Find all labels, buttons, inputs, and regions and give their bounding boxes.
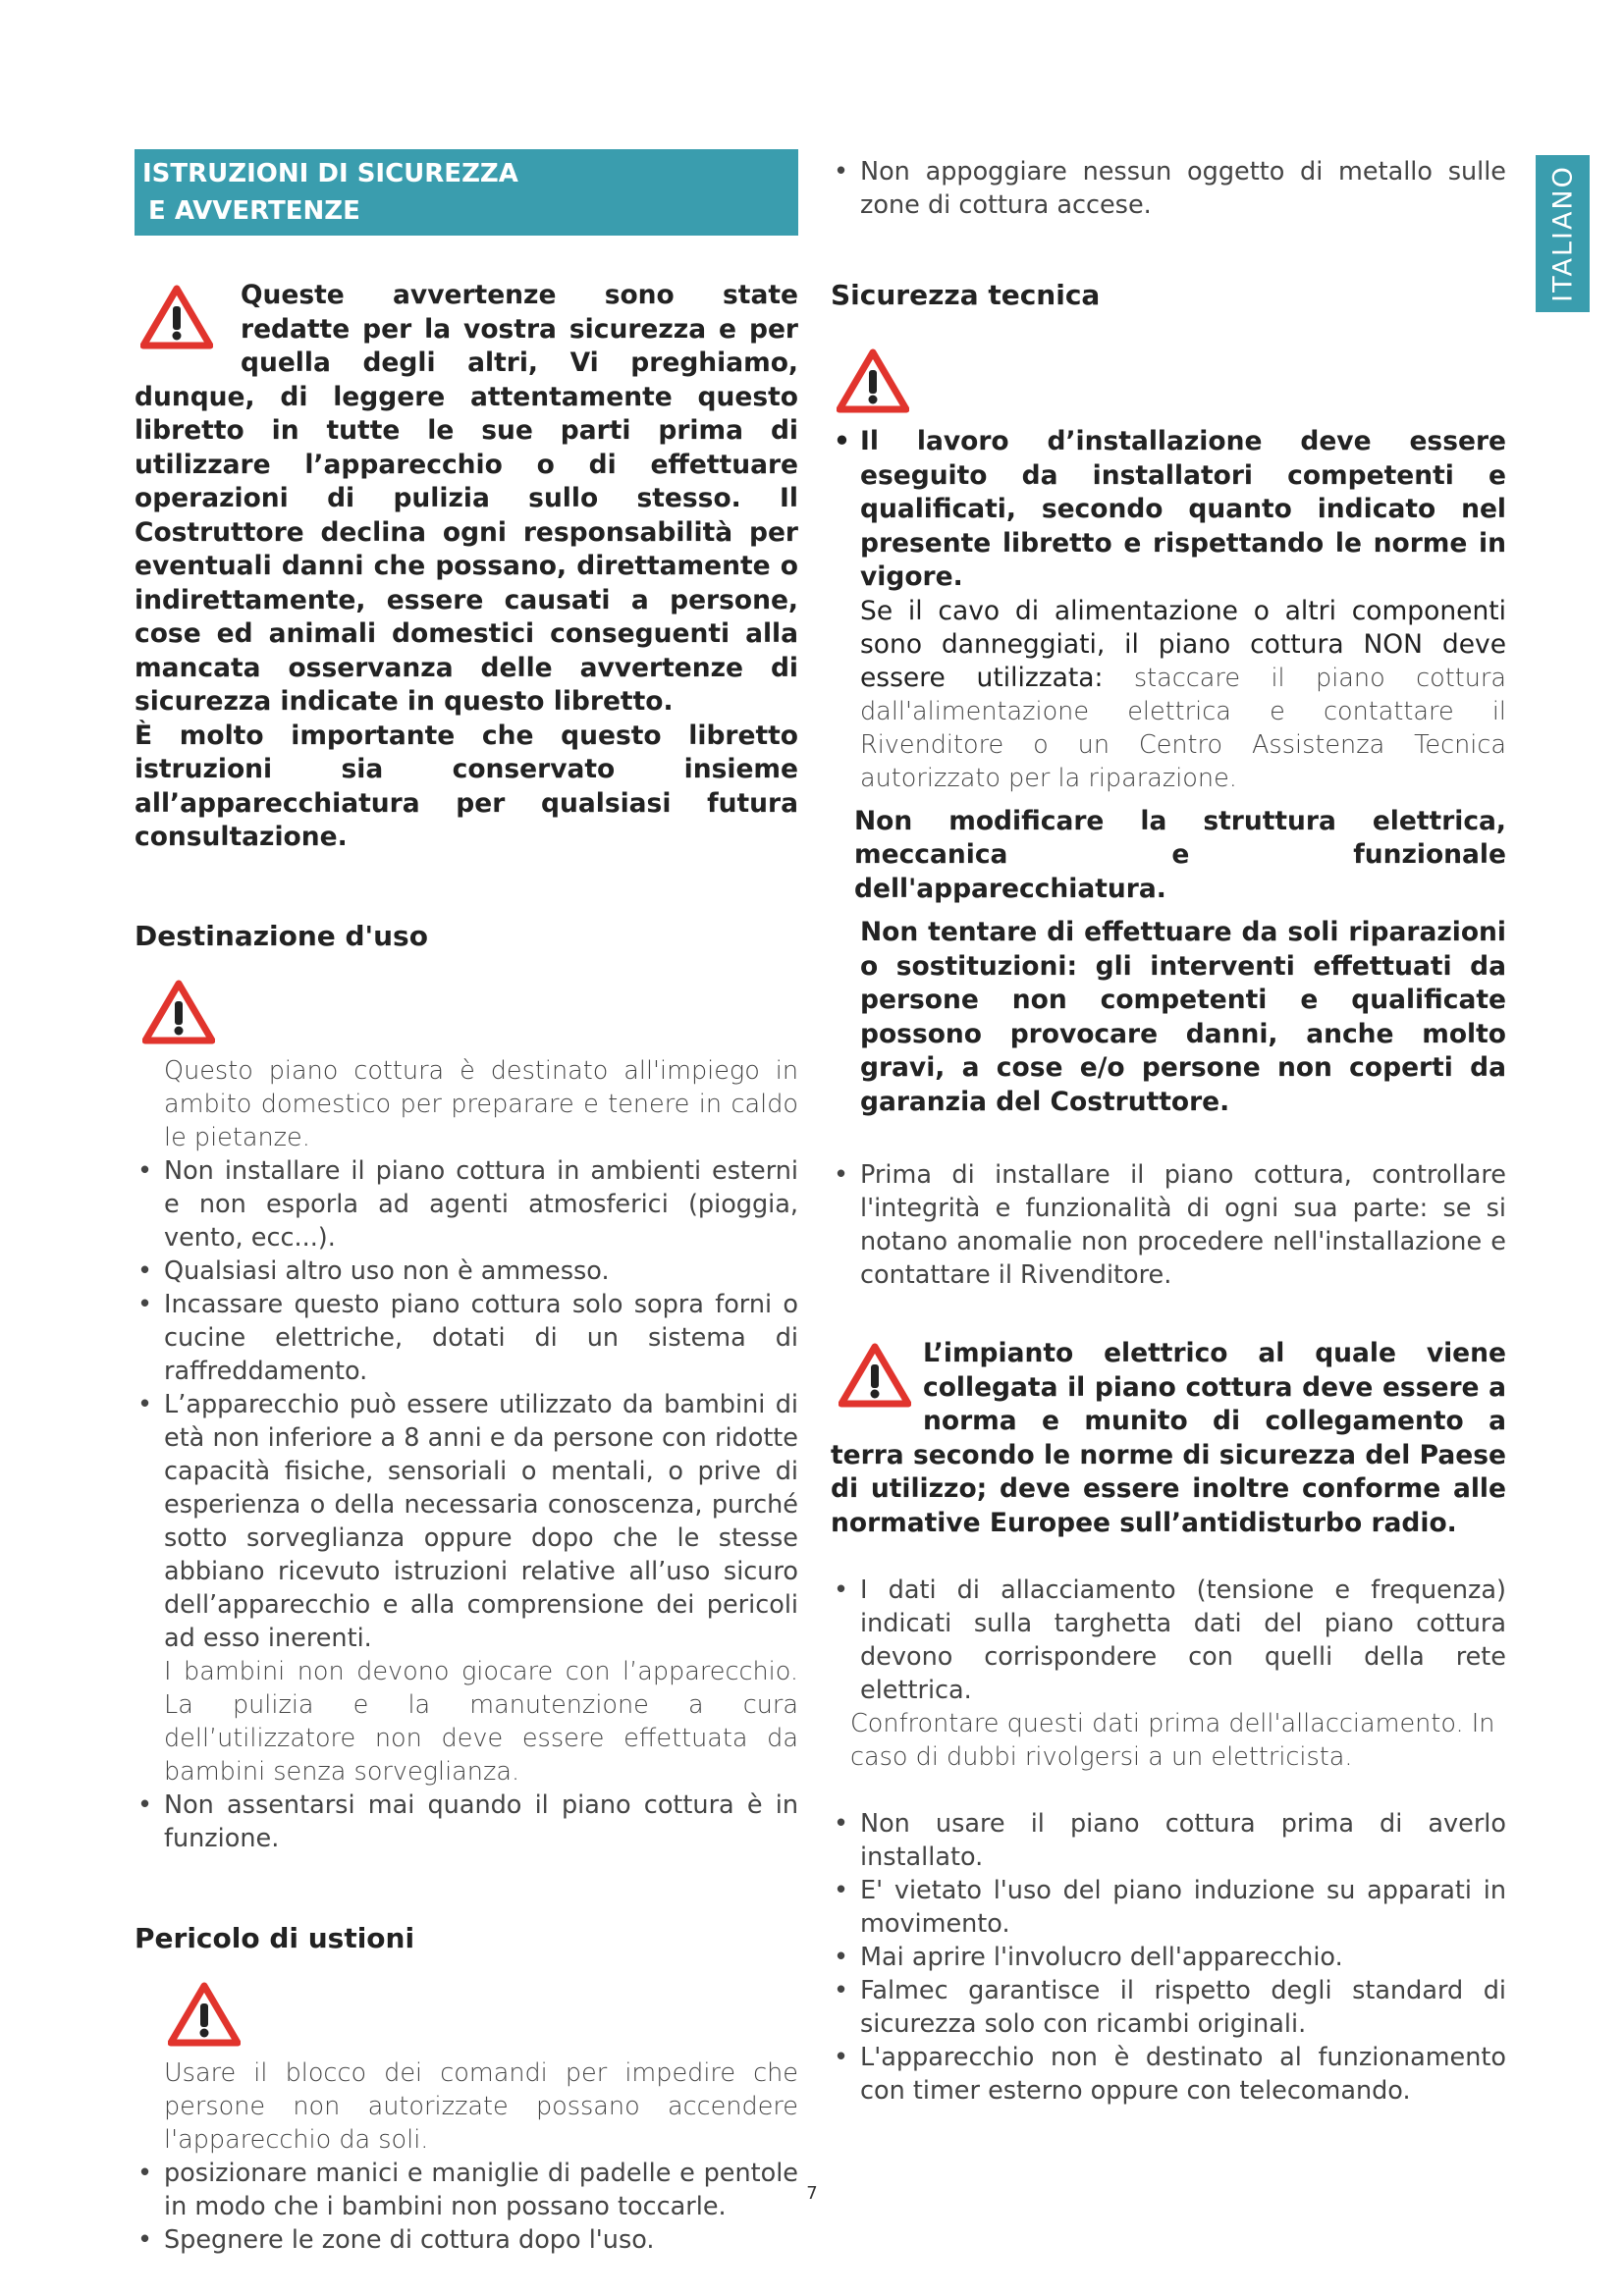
cavo-normal: staccare il piano cottura dall'alimentazione elettrica e contattare il Rivenditore o un Centro Assistenza Tecnica autorizzato per la riparazione. <box>860 663 1506 793</box>
list-item: • Il lavoro d’installazione deve essere eseguito da installatori competenti e qualificati, secondo quanto indicato nel presente libretto e rispettando le norme in vigore. <box>831 425 1506 595</box>
ustioni-title: Pericolo di ustioni <box>135 1921 415 1954</box>
installazione-list <box>831 425 1506 595</box>
list-item: • posizionare manici e maniglie di padelle e pentole in modo che i bambini non possano toccarle. <box>135 2157 798 2223</box>
language-tab <box>1536 155 1590 312</box>
ustioni-lead: Usare il blocco dei comandi per impedire che persone non autorizzate possano accendere l'apparecchio da soli. <box>164 2057 798 2155</box>
cavo-bold: Se il cavo di alimentazione o altri componenti sono danneggiati, il piano cottura NON deve essere utilizzata: <box>860 595 1506 693</box>
destinazione-list-2 <box>135 1789 798 1855</box>
impianto-text: L’impianto elettrico al quale viene collegata il piano cottura deve essere a norma e munito di collegamento a terra secondo le norme di sicurezza del Paese di utilizzo; deve essere inoltre conforme alle normative Europee sull’antidisturbo radio. <box>831 1338 1506 1538</box>
ustioni-list <box>135 2157 798 2257</box>
destinazione-lead: Questo piano cottura è destinato all'impiego in ambito domestico per preparare e tenere in caldo le pietanze. <box>164 1055 798 1152</box>
intro-warning <box>135 279 798 855</box>
sicurezza-tecnica-title: Sicurezza tecnica <box>831 279 1101 311</box>
section-header <box>135 149 798 236</box>
warning-triangle-icon <box>168 1982 241 2047</box>
list-item: • Non usare il piano cottura prima di averlo installato. <box>831 1807 1506 1874</box>
intro-text: Queste avvertenze sono state redatte per la vostra sicurezza e per quella degli altri, Vi preghiamo, dunque, di leggere attentamente questo libretto in tutte le sue parti prima di utilizzare l’apparecchio o di effettuare operazioni di pulizia sullo stesso. Il Costruttore declina ogni responsabilità per eventuali danni che possano, direttamente o indirettamente, essere causati a persone, cose ed animali domestici conseguenti alla mancata osservanza delle avvertenze di sicurezza indicate in questo libretto. <box>135 280 798 717</box>
impianto-warning <box>831 1337 1506 1540</box>
left-column <box>135 149 798 2257</box>
intro-text-2: È molto importante che questo libretto istruzioni sia conservato insieme all’apparecchiatura per qualsiasi futura consultazione. <box>135 720 798 852</box>
prima-list <box>831 1158 1506 1292</box>
warning-triangle-icon <box>837 348 909 413</box>
list-item: • Spegnere le zone di cottura dopo l'uso. <box>135 2223 798 2257</box>
list-item: • Qualsiasi altro uso non è ammesso. <box>135 1255 798 1288</box>
confrontare-text: Confrontare questi dati prima dell'allacciamento. In caso di dubbi rivolgersi a un elettricista. <box>850 1709 1495 1772</box>
destinazione-note: I bambini non devono giocare con l’apparecchio. La pulizia e la manutenzione a cura dell’utilizzatore non deve essere effettuata da bambini senza sorveglianza. <box>164 1656 798 1787</box>
destinazione-list <box>135 1154 798 1655</box>
page-number: 7 <box>806 2183 818 2204</box>
list-item: • Mai aprire l'involucro dell'apparecchio. <box>831 1941 1506 1974</box>
list-item: • Non installare il piano cottura in ambienti esterni e non esporla ad agenti atmosferici (pioggia, vento, ecc...). <box>135 1154 798 1255</box>
destinazione-title: Destinazione d'uso <box>135 919 428 952</box>
list-item: • Prima di installare il piano cottura, controllare l'integrità e funzionalità di ogni sua parte: se si notano anomalie non procedere nell'installazione e contattare il Rivenditore. <box>831 1158 1506 1292</box>
warning-triangle-icon <box>140 285 213 349</box>
header-line-1: ISTRUZIONI DI SICUREZZA <box>142 159 518 188</box>
list-item: • E' vietato l'uso del piano induzione su apparati in movimento. <box>831 1874 1506 1941</box>
dati-list <box>831 1574 1506 1707</box>
non-tentare: Non tentare di effettuare da soli riparazioni o sostituzioni: gli interventi effettuati da persone non competenti e qualificate possono provocare danni, anche molto gravi, a cose e/o persone non coperti da garanzia del Costruttore. <box>860 917 1506 1117</box>
non-modificare: Non modificare la struttura elettrica, meccanica e funzionale dell'apparecchiatura. <box>854 805 1506 904</box>
warning-triangle-icon <box>839 1343 911 1408</box>
list-item: • Falmec garantisce il rispetto degli standard di sicurezza solo con ricambi originali. <box>831 1974 1506 2041</box>
final-list <box>831 1807 1506 2108</box>
list-item: • L'apparecchio non è destinato al funzionamento con timer esterno oppure con telecomando. <box>831 2041 1506 2108</box>
language-label: ITALIANO <box>1547 165 1578 302</box>
list-item: • L’apparecchio può essere utilizzato da bambini di età non inferiore a 8 anni e da persone con ridotte capacità fisiche, sensoriali o mentali, o prive di esperienza o della necessaria conoscenza, purché sotto sorveglianza oppure dopo che le stesse abbiano ricevuto istruzioni relative all’uso sicuro dell’apparecchio e alla comprensione dei pericoli ad esso inerenti. <box>135 1388 798 1655</box>
list-item: • Incassare questo piano cottura solo sopra forni o cucine elettriche, dotati di un sistema di raffreddamento. <box>135 1288 798 1388</box>
right-top-list <box>831 155 1506 222</box>
cavo-paragraph <box>831 595 1506 795</box>
right-column <box>831 155 1506 2108</box>
list-item: • Non appoggiare nessun oggetto di metallo sulle zone di cottura accese. <box>831 155 1506 222</box>
list-item: • I dati di allacciamento (tensione e frequenza) indicati sulla targhetta dati del piano cottura devono corrispondere con quelli della rete elettrica. <box>831 1574 1506 1707</box>
list-item: • Non assentarsi mai quando il piano cottura è in funzione. <box>135 1789 798 1855</box>
warning-triangle-icon <box>142 980 215 1044</box>
header-line-2: E AVVERTENZE <box>148 196 360 226</box>
